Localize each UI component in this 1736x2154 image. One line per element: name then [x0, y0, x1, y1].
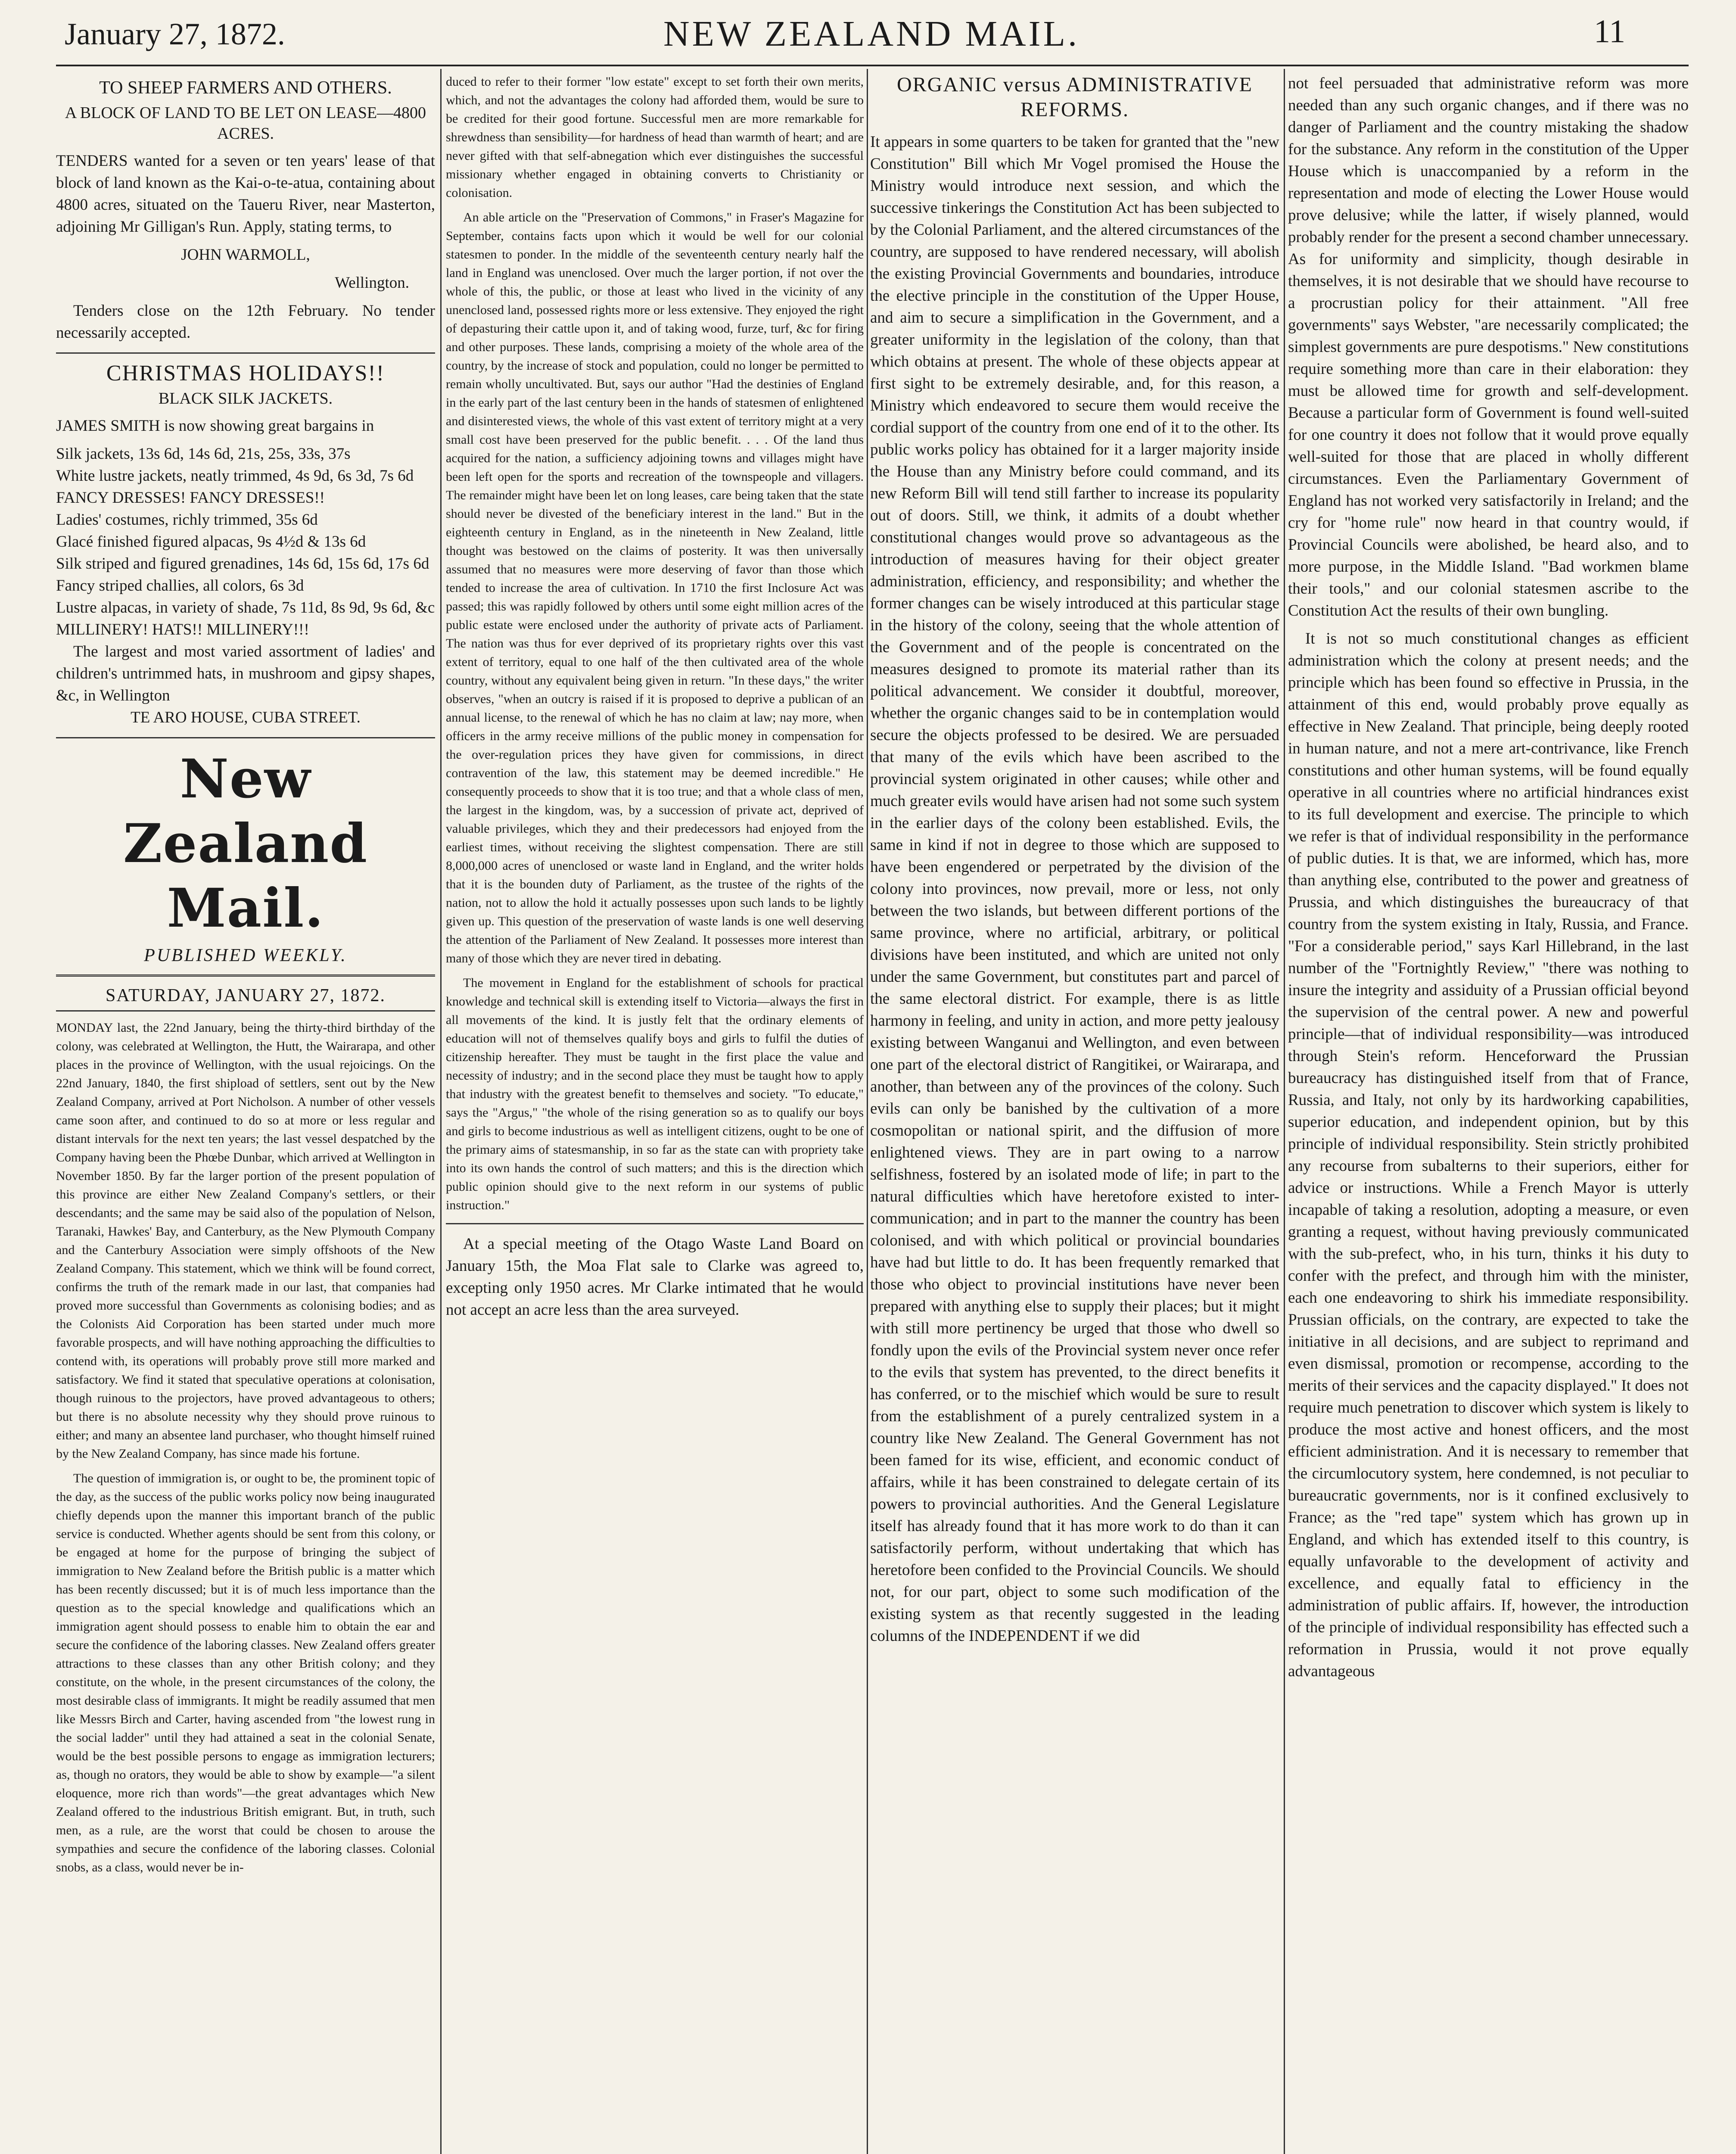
advert-heading: TO SHEEP FARMERS AND OTHERS. [99, 78, 392, 98]
page-number: 11 [1594, 13, 1626, 50]
column-3 [870, 72, 1279, 2154]
article-paragraph: It is not so much constitutional changes as efficient administration which the colony at present needs; and the principle which has been found so effective in Prussia, in the attainment of this end, would probably prove equally as effective in New Zealand. That principle, being deeply rooted in human nature, and not a mere art-contrivance, like French constitutions and other human systems, will be found equally operative in all countries where no artificial hindrances exist to its full development and exercise. The principle to which we refer is that of individual responsibility in the performance of public duties. It is that, we are informed, which has, more than anything else, contributed to the power and greatness of Prussia, and which distinguishes the bureaucracy of that country from the system existing in Italy, Russia, and France. "For a considerable period," says Karl Hillebrand, in the last number of the "Fortnightly Review," "there was nothing to insure the integrity and assiduity of a Prussian official beyond the supervision of the central power. A new and powerful principle—that of individual responsibility—was introduced through Stein's reform. Henceforward the Prussian bureaucracy has distinguished itself from that of France, Russia, and Italy, not only by its hardworking capabilities, superior education, and independent opinion, but by this principle of individual responsibility. Stein strictly prohibited any recourse from subalterns to their superiors, either for advice or instructions. While a French Mayor is utterly incapable of taking a resolution, adopting a measure, or even granting a request, without having previously communicated with the sub-prefect, who, in his turn, thinks it his duty to confer with the prefect, and through him with the minister, each one endeavoring to shirk his immediate responsibility. Prussian officials, on the contrary, are expected to take the initiative in all decisions, and are subject to reprimand and even dismissal, promotion or recompense, according to the merits of their services and the capacity displayed." It does not require much penetration to discover which system is likely to produce the most active and honest officers, and the most efficient administration. And it is necessary to remember that the circumlocutory system, here condemned, is not peculiar to bureaucratic governments, nor is it confined exclusively to France; as the "red tape" system which has grown up in England, and which has extended itself to this country, is equally unfavorable to the development of activity and excellence, and equally fatal to efficiency in the administration of public affairs. If, however, the introduction of the principle of individual responsibility has effected such a reformation in Prussia, would it not prove equally advantageous [1288, 630, 1689, 1680]
issue-date: SATURDAY, JANUARY 27, 1872. [106, 986, 386, 1005]
advert-line: Ladies' costumes, richly trimmed, 35s 6d [56, 511, 318, 529]
advert-subheading: A BLOCK OF LAND TO BE LET ON LEASE—4800 ACRES. [65, 104, 426, 143]
advert-place: Wellington. [335, 274, 409, 292]
masthead [0, 0, 1736, 65]
masthead-date: January 27, 1872. [65, 17, 285, 51]
advert-line: The largest and most varied assortment of ladies' and children's untrimmed hats, in mushroom and gipsy shapes, &c, in Wellington [56, 643, 435, 704]
masthead-rule [56, 65, 1689, 66]
article-paragraph: MONDAY last, the 22nd January, being the thirty-third birthday of the colony, was celebrated at Wellington, the Hutt, the Wairarapa, and other places in the province of Wellington, with the usual rejoicings. On the 22nd January, 1840, the first shipload of settlers, sent out by the New Zealand Company, arrived at Port Nicholson. A number of other vessels came soon after, and continued to do so at more or less regular and distant intervals for the next ten years; the last vessel despatched by the Company having been the Phœbe Dunbar, which arrived at Wellington in November 1850. By far the larger portion of the present population of this province are either New Zealand Company's settlers, or their descendants; and the same may be said also of the population of Nelson, Taranaki, Hawkes' Bay, and Canterbury, as the New Plymouth Company and the Canterbury Association were simply offshoots of the New Zealand Company. This statement, which we think will be found correct, confirms the truth of the remark made in our last, that companies had proved more successful than Governments as colonising bodies; and as the Colonists Aid Corporation has been started under much more favorable prospects, and will have nothing approaching the difficulties to contend with, its operations will probably prove still more marked and satisfactory. We find it stated that speculative operations at colonisation, though ruinous to the projectors, have proved advantageous to others; but there is no absolute necessity why they should prove ruinous to either; and many an absentee land purchaser, who thought himself ruined by the New Zealand Company, has since made his fortune. [56, 1021, 435, 1461]
divider [56, 352, 435, 354]
published-weekly: PUBLISHED WEEKLY. [144, 946, 347, 965]
column-divider [1284, 69, 1285, 2154]
advert-line: Silk striped and figured grenadines, 14s 6d, 15s 6d, 17s 6d [56, 555, 429, 573]
column-4 [1288, 72, 1689, 2154]
advert-line: Glacé finished figured alpacas, 9s 4½d & 13s 6d [56, 533, 366, 551]
advert-line: White lustre jackets, neatly trimmed, 4s 9d, 6s 3d, 7s 6d [56, 467, 414, 485]
divider [446, 1223, 864, 1224]
advert-line: FANCY DRESSES! FANCY DRESSES!! [56, 489, 325, 507]
advert-line: Lustre alpacas, in variety of shade, 7s 11d, 8s 9d, 9s 6d, &c [56, 599, 435, 616]
article-paragraph: duced to refer to their former "low estate" except to set forth their own merits, which, and not the advantages the colony had afforded them, would be sure to be credited for their good fortune. Successful men are more remarkable for shrewdness than sensibility—for hardness of head than warmth of heart; and are never gifted with that self-abnegation which ever distinguishes the successful missionary whether engaged in obtaining converts to Christianity or colonisation. [446, 75, 864, 200]
article-paragraph: The movement in England for the establishment of schools for practical knowledge and technical skill is extending itself to Victoria—always the first in all movements of the kind. It is justly felt that the ordinary elements of education will not of themselves qualify boys and girls to fulfil the duties of citizenship hereafter. They must be taught in the first place the value and necessity of industry; and in the second place they must be taught how to apply that industry with the greatest benefit to themselves and society. "To educate," says the "Argus," "the whole of the rising generation so as to qualify our boys and girls to become industrious as well as intelligent citizens, ought to be one of the primary aims of statesmanship, in so far as the state can with propriety take into its own hands the control of such matters; and this is the direction which public opinion should give to the next reform in our systems of public instruction." [446, 976, 864, 1212]
divider [56, 974, 435, 977]
article-paragraph: At a special meeting of the Otago Waste Land Board on January 15th, the Moa Flat sale to Clarke was agreed to, excepting only 1950 acres. Mr Clarke intimated that he would not accept an acre less than the area surveyed. [446, 1235, 864, 1319]
divider [56, 737, 435, 738]
paper-title: New Zealand Mail. [123, 748, 368, 940]
article-paragraph: It appears in some quarters to be taken for granted that the "new Constitution" Bill which Mr Vogel promised the House the Ministry would introduce next session, and which the successive tinkerings the Constitution Act has been subjected to by the Colonial Parliament, and the altered circumstances of the country, are supposed to have rendered necessary, will abolish the existing Provincial Governments and boundaries, introduce the elective principle in the constitution of the Upper House, and aim to secure a simplification in the Government, and a greater uniformity in the legislation of the colony, than that which obtains at present. The whole of these objects appear at first sight to be extremely desirable, and, for this reason, a Ministry which endeavored to secure them would receive the cordial support of the country from one end of it to the other. Its public works policy has obtained for it a larger majority inside the House than any Ministry before could command, and its new Reform Bill will tend still farther to increase its popularity out of doors. Still, we think, it admits of a doubt whether constitutional changes would prove so advantageous as the introduction of measures having for their object greater administration, efficiency, and responsibility; and whether the former changes can be wisely introduced at this particular stage in the history of the colony, seeing that the whole attention of the Government and of the people is concentrated on the measures designed to promote its material rather than its political advancement. We consider it doubtful, moreover, whether the organic changes said to be in contemplation would secure the objects professed to be desired. We are persuaded that many of the evils which have been ascribed to the provincial system originated in other causes; while other and much greater evils would have arisen had not some such system in the earlier days of the colony been established. Evils, the same in kind if not in degree to those which are supposed to have been engendered or perpetrated by the division of the colony into provinces, now prevail, more or less, not only between the two islands, but between different portions of the same province, where no artificial, arbitrary, or political divisions have been instituted, and which are united not only under the same Government, but constitutes part and parcel of the same electoral district. For example, there is as little harmony in feeling, and unity in action, and more petty jealousy existing between Wanganui and Wellington, and even between one part of the electoral district of Rangitikei, or Wairarapa, and another, than between any of the provinces of the colony. Such evils can only be banished by the cultivation of a more cosmopolitan or national spirit, and the diffusion of more enlightened views. They are in part owing to a narrow selfishness, fostered by an isolated mode of life; in part to the natural difficulties which have heretofore existed to inter-communication; and in part to the manner the country has been colonised, and with which political or provincial boundaries have had but little to do. It has been frequently remarked that those who object to provincial institutions have never been prepared with anything else to supply their places; but it might with still more pertinency be urged that those who dwell so fondly upon the evils of the Provincial system never once refer to the evils that system has prevented, to the direct benefits it has conferred, or to the mischief which would be sure to result from the establishment of a purely centralized system in a country like New Zealand. The General Government has not been famed for its wise, efficient, and economic conduct of affairs, while it has been constrained to delegate certain of its powers to provincial authorities. And the General Legislature itself has already found that it has more work to do than it can satisfactorily perform, without undertaking that which has heretofore been confided to the Provincial Councils. We should not, for our part, object to some such modification of the existing system as that recently suggested in the leading columns of the INDEPENDENT if we did [870, 133, 1279, 1645]
masthead-title: NEW ZEALAND MAIL. [663, 14, 1080, 54]
column-2 [446, 72, 864, 2154]
advert-name: JOHN WARMOLL, [181, 246, 310, 264]
advert-line: Silk jackets, 13s 6d, 14s 6d, 21s, 25s, 33s, 37s [56, 445, 351, 463]
column-divider [867, 69, 868, 2154]
divider [56, 1010, 435, 1012]
article-paragraph: not feel persuaded that administrative reform was more needed than any such organic changes, and if there was no danger of Parliament and the country mistaking the shadow for the substance. Any reform in the constitution of the Upper House which is unaccompanied by a reform in the representation and mode of electing the Lower House would prove delusive; while the latter, if wisely planned, would probably render for the present a second chamber unnecessary. As for uniformity and simplicity, though desirable in themselves, it is not desirable that we should have recourse to a procrustian policy for their attainment. "All free governments" says Webster, "are necessarily complicated; the simplest governments are pure despotisms." New constitutions require something more than care in their elaboration: they must be allowed time for growth and self-development. Because a particular form of Government is found well-suited for one country it does not follow that it would prove equally well-suited for those that are placed in wholly different circumstances. Even the Parliamentary Government of England has not worked very satisfactorily in Ireland; and the cry for "home rule" now heard in that country would, if Provincial Councils were abolished, be heard also, and to more purpose, in the Middle Island. "Bad workmen blame their tools," and our colonial statesmen ascribe to the Constitution Act the results of their own bungling. [1288, 75, 1689, 619]
column-1 [56, 72, 435, 2154]
advert-heading: CHRISTMAS HOLIDAYS!! [106, 361, 385, 386]
advert-subheading: BLACK SILK JACKETS. [158, 389, 333, 408]
column-divider [440, 69, 442, 2154]
article-paragraph: An able article on the "Preservation of Commons," in Fraser's Magazine for September, contains facts upon which it would be well for our colonial statesmen to ponder. In the middle of the seventeenth century nearly half the land in England was unenclosed. Over much the larger portion, if not over the whole of this, the public, or those at least who lived in the vicinity of any unenclosed land, possessed rights more or less extensive. They enjoyed the right of depasturing their cattle upon it, and of taking wood, furze, turf, &c for firing and other purposes. These lands, comprising a moiety of the whole area of the country, by the increase of stock and population, could no longer be permitted to remain wholly uncultivated. But, says our author "Had the destinies of England in the early part of the last century been in the hands of statesmen of enlightened and disinterested views, the whole of this vast extent of territory might at a very small cost have been preserved for the public benefit. . . . Of the land thus acquired for the nation, a sufficiency adjoining towns and villages might have been left open for the sports and recreation of the townspeople and villagers. The remainder might have been let on long leases, care being taken that the state should never be divested of the beneficiary interest in the land." But in the eighteenth century in England, as in the nineteenth in New Zealand, little thought was bestowed on the claims of posterity. It was then universally assumed that no measures were more deserving of favor than those which tended to increase the area of cultivation. In 1710 the first Inclosure Act was passed; this was rapidly followed by others until some eight million acres of the public estate were enclosed under the authority of private acts of Parliament. The nation was thus for ever deprived of its proprietary rights over this vast extent of territory, equal to one half of the then cultivated area of the whole country, without any equivalent being given in return. "In these days," the writer observes, "when an outcry is raised if it is proposed to deprive a publican of an annual license, to the renewal of which he has no claim at law; nay more, when officers in the army receive millions of the public money in compensation for the over-regulation prices they have given for commissions, in direct contravention of the law, this statement may be deemed incredible." He consequently proceeds to show that it is too true; and that a whole class of men, the largest in the kingdom, was, by a succession of private act, deprived of valuable privileges, which they and their predecessors had enjoyed from the earliest times, without receiving the slightest compensation. There are still 8,000,000 acres of unenclosed or waste land in England, and the writer holds that it is the bounden duty of Parliament, as the trustee of the rights of the nation, not to allow the hold it actually possesses upon such lands to be lightly given up. This question of the preservation of waste lands is one well deserving the attention of the Parliament of New Zealand. It possesses more interest than many of those which they are never tired in debating. [446, 210, 864, 965]
article-paragraph: The question of immigration is, or ought to be, the prominent topic of the day, as the success of the public works policy now being inaugurated chiefly depends upon the manner this important branch of the public service is conducted. Whether agents should be sent from this colony, or be engaged at home for the purpose of bringing the subject of immigration to New Zealand before the British public is a matter which has been recently discussed; but it is of much less importance than the question as to the special knowledge and qualifications which an immigration agent should possess to enable him to obtain the ear and secure the confidence of the laboring classes. New Zealand offers greater attractions to these classes than any other British colony; and they constitute, on the whole, in the present circumstances of the colony, the most desirable class of immigrants. It might be readily assumed that men like Messrs Birch and Carter, having ascended from "the lowest rung in the social ladder" until they had attained a seat in the colonial Senate, would be the best possible persons to engage as immigration lecturers; as, though no orators, they would be able to show by example—"a silent eloquence, more rich than words"—the great advantages which New Zealand offered to the industrious British emigrant. But, in truth, such men, as a rule, are the worst that could be chosen to arouse the sympathies and secure the confidence of the laboring classes. Colonial snobs, as a class, would never be in- [56, 1471, 435, 1874]
advert-body: TENDERS wanted for a seven or ten years' lease of that block of land known as the Kai-o-te-atua, containing about 4800 acres, situated on the Taueru River, near Masterton, adjoining Mr Gilligan's Run. Apply, stating terms, to [56, 152, 435, 236]
advert-line: TE ARO HOUSE, CUBA STREET. [131, 709, 361, 726]
advert-line: MILLINERY! HATS!! MILLINERY!!! [56, 621, 309, 638]
advert-line: Fancy striped challies, all colors, 6s 3d [56, 577, 304, 595]
advert-line: JAMES SMITH is now showing great bargains in [56, 417, 374, 435]
advert-close: Tenders close on the 12th February. No tender necessarily accepted. [56, 302, 435, 342]
article-title: ORGANIC versus ADMINISTRATIVE REFORMS. [897, 73, 1253, 121]
